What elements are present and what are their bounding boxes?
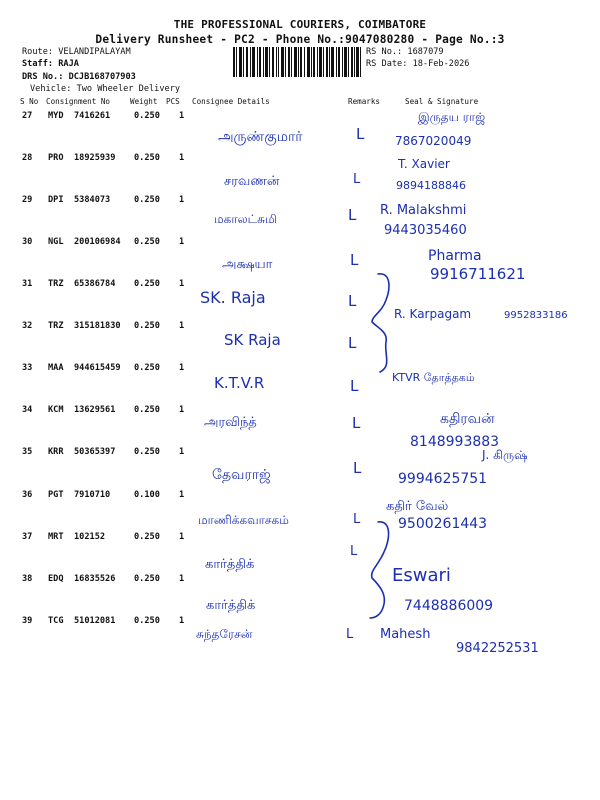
row-sno: 32 — [22, 321, 33, 331]
seal-signature: கதிரவன் — [440, 411, 495, 427]
consignee-handwriting: SK Raja — [224, 331, 281, 349]
row-prefix: TCG — [48, 616, 64, 626]
remark-mark: L — [348, 292, 357, 310]
row-pcs: 1 — [179, 490, 185, 500]
row-prefix: KCM — [48, 405, 64, 415]
table-row — [0, 616, 600, 656]
row-pcs: 1 — [179, 279, 185, 289]
row-prefix: TRZ — [48, 321, 64, 331]
table-row — [0, 111, 600, 151]
row-prefix: MYD — [48, 111, 64, 121]
row-consignment-number: 7910710 — [74, 490, 111, 500]
rs-number: RS No.: 1687079 — [366, 47, 444, 57]
seal-signature: J. கிருஷ் — [482, 448, 528, 462]
remark-mark: L — [348, 334, 357, 352]
company-title: THE PROFESSIONAL COURIERS, COIMBATORE — [173, 18, 427, 31]
seal-phone: 9443035460 — [384, 223, 467, 238]
consignee-handwriting: மகாலட்சுமி — [214, 212, 277, 226]
row-sno: 36 — [22, 490, 33, 500]
row-pcs: 1 — [179, 363, 185, 373]
consignee-handwriting: அருண்குமார் — [218, 129, 303, 145]
row-sno: 38 — [22, 574, 33, 584]
remark-mark: L — [352, 414, 361, 432]
table-row — [0, 574, 600, 614]
remark-mark: L — [353, 172, 361, 187]
route-label: Route: VELANDIPALAYAM — [22, 47, 131, 57]
seal-phone: 7448886009 — [404, 598, 494, 614]
row-prefix: KRR — [48, 447, 64, 457]
barcode-image — [233, 47, 361, 77]
row-weight: 0.250 — [134, 532, 160, 542]
table-row — [0, 321, 600, 361]
table-row — [0, 532, 600, 572]
row-consignment-number: 16835526 — [74, 574, 116, 584]
row-weight: 0.250 — [134, 321, 160, 331]
row-pcs: 1 — [179, 321, 185, 331]
row-pcs: 1 — [179, 574, 185, 584]
seal-phone: 9842252531 — [456, 641, 539, 656]
seal-signature: Eswari — [392, 565, 451, 586]
row-pcs: 1 — [179, 237, 185, 247]
row-weight: 0.250 — [134, 574, 160, 584]
seal-signature: இருதய ராஜ் — [418, 110, 486, 124]
consignee-handwriting: அரவிந்த் — [204, 415, 257, 430]
seal-phone: 9916711621 — [430, 265, 526, 283]
runsheet-subtitle: Delivery Runsheet - PC2 - Phone No.:9047080280 - Page No.:3 — [95, 33, 505, 46]
table-row — [0, 279, 600, 319]
row-sno: 28 — [22, 153, 33, 163]
seal-phone: 9894188846 — [396, 179, 466, 192]
row-consignment-number: 5384073 — [74, 195, 111, 205]
table-row — [0, 363, 600, 403]
seal-signature: Pharma — [428, 248, 482, 264]
rs-date: RS Date: 18-Feb-2026 — [366, 59, 470, 69]
col-header-consignment: Consignment No — [46, 97, 111, 106]
row-pcs: 1 — [179, 405, 185, 415]
row-weight: 0.250 — [134, 405, 160, 415]
remark-mark: L — [350, 377, 359, 395]
row-sno: 35 — [22, 447, 33, 457]
row-sno: 31 — [22, 279, 33, 289]
remark-mark: L — [353, 459, 362, 477]
drs-number: DRS No.: DCJB168707903 — [22, 72, 136, 82]
row-pcs: 1 — [179, 195, 185, 205]
row-pcs: 1 — [179, 532, 185, 542]
remark-mark: L — [350, 251, 359, 269]
table-row — [0, 447, 600, 487]
row-weight: 0.250 — [134, 447, 160, 457]
row-weight: 0.250 — [134, 153, 160, 163]
table-row — [0, 237, 600, 277]
seal-signature: T. Xavier — [398, 157, 450, 171]
row-sno: 30 — [22, 237, 33, 247]
seal-phone: 9952833186 — [504, 310, 568, 321]
seal-signature: KTVR தோத்தகம் — [392, 371, 475, 384]
vehicle-label: Vehicle: Two Wheeler Delivery — [30, 84, 181, 94]
row-consignment-number: 944615459 — [74, 363, 121, 373]
row-weight: 0.250 — [134, 279, 160, 289]
table-row — [0, 153, 600, 193]
remark-mark: L — [346, 627, 354, 642]
table-row — [0, 195, 600, 235]
row-pcs: 1 — [179, 616, 185, 626]
seal-signature: Mahesh — [380, 627, 431, 642]
col-header-sno: S No — [20, 97, 39, 106]
consignee-handwriting: மாணிக்கவாசகம் — [198, 513, 289, 527]
consignee-handwriting: தேவராஜ் — [212, 467, 271, 483]
row-sno: 27 — [22, 111, 33, 121]
row-consignment-number: 315181830 — [74, 321, 121, 331]
row-consignment-number: 13629561 — [74, 405, 116, 415]
col-header-seal: Seal & Signature — [405, 97, 479, 106]
consignee-handwriting: SK. Raja — [200, 288, 266, 307]
remark-mark: L — [353, 512, 361, 527]
remark-mark: L — [356, 125, 365, 143]
row-prefix: MRT — [48, 532, 64, 542]
consignee-handwriting: சுந்தரேசன் — [196, 627, 253, 641]
row-consignment-number: 18925939 — [74, 153, 116, 163]
row-prefix: NGL — [48, 237, 64, 247]
row-weight: 0.250 — [134, 363, 160, 373]
row-prefix: MAA — [48, 363, 64, 373]
row-weight: 0.250 — [134, 237, 160, 247]
table-row — [0, 490, 600, 530]
table-row — [0, 405, 600, 445]
row-prefix: TRZ — [48, 279, 64, 289]
row-pcs: 1 — [179, 153, 185, 163]
row-prefix: PRO — [48, 153, 64, 163]
col-header-pcs: PCS — [166, 97, 180, 106]
consignee-handwriting: அக்ஷயா — [222, 257, 273, 272]
row-sno: 37 — [22, 532, 33, 542]
row-consignment-number: 7416261 — [74, 111, 111, 121]
row-weight: 0.100 — [134, 490, 160, 500]
col-header-weight: Weight — [130, 97, 158, 106]
row-prefix: DPI — [48, 195, 64, 205]
row-consignment-number: 50365397 — [74, 447, 116, 457]
row-consignment-number: 102152 — [74, 532, 106, 542]
seal-phone: 9500261443 — [398, 516, 488, 532]
consignee-handwriting: K.T.V.R — [214, 374, 265, 392]
row-pcs: 1 — [179, 111, 185, 121]
consignee-handwriting: கார்த்திக் — [205, 557, 255, 572]
row-consignment-number: 51012081 — [74, 616, 116, 626]
seal-phone: 7867020049 — [395, 134, 472, 148]
row-weight: 0.250 — [134, 195, 160, 205]
consignee-handwriting: சரவணன் — [224, 174, 280, 189]
row-sno: 34 — [22, 405, 33, 415]
seal-phone: 9994625751 — [398, 471, 488, 487]
row-sno: 29 — [22, 195, 33, 205]
row-prefix: PGT — [48, 490, 64, 500]
staff-label: Staff: RAJA — [22, 59, 79, 69]
row-sno: 33 — [22, 363, 33, 373]
col-header-consignee: Consignee Details — [192, 97, 270, 106]
remark-mark: L — [350, 544, 358, 559]
row-consignment-number: 200106984 — [74, 237, 121, 247]
row-pcs: 1 — [179, 447, 185, 457]
row-sno: 39 — [22, 616, 33, 626]
row-consignment-number: 65386784 — [74, 279, 116, 289]
row-weight: 0.250 — [134, 111, 160, 121]
consignee-handwriting: கார்த்திக் — [206, 598, 256, 613]
row-weight: 0.250 — [134, 616, 160, 626]
remark-mark: L — [348, 206, 357, 224]
row-prefix: EDQ — [48, 574, 64, 584]
seal-signature: R. Malakshmi — [380, 203, 467, 218]
seal-signature: R. Karpagam — [394, 307, 472, 321]
seal-signature: கதிர் வேல் — [386, 499, 449, 514]
col-header-remarks: Remarks — [348, 97, 381, 106]
seal-phone: 8148993883 — [410, 434, 500, 450]
